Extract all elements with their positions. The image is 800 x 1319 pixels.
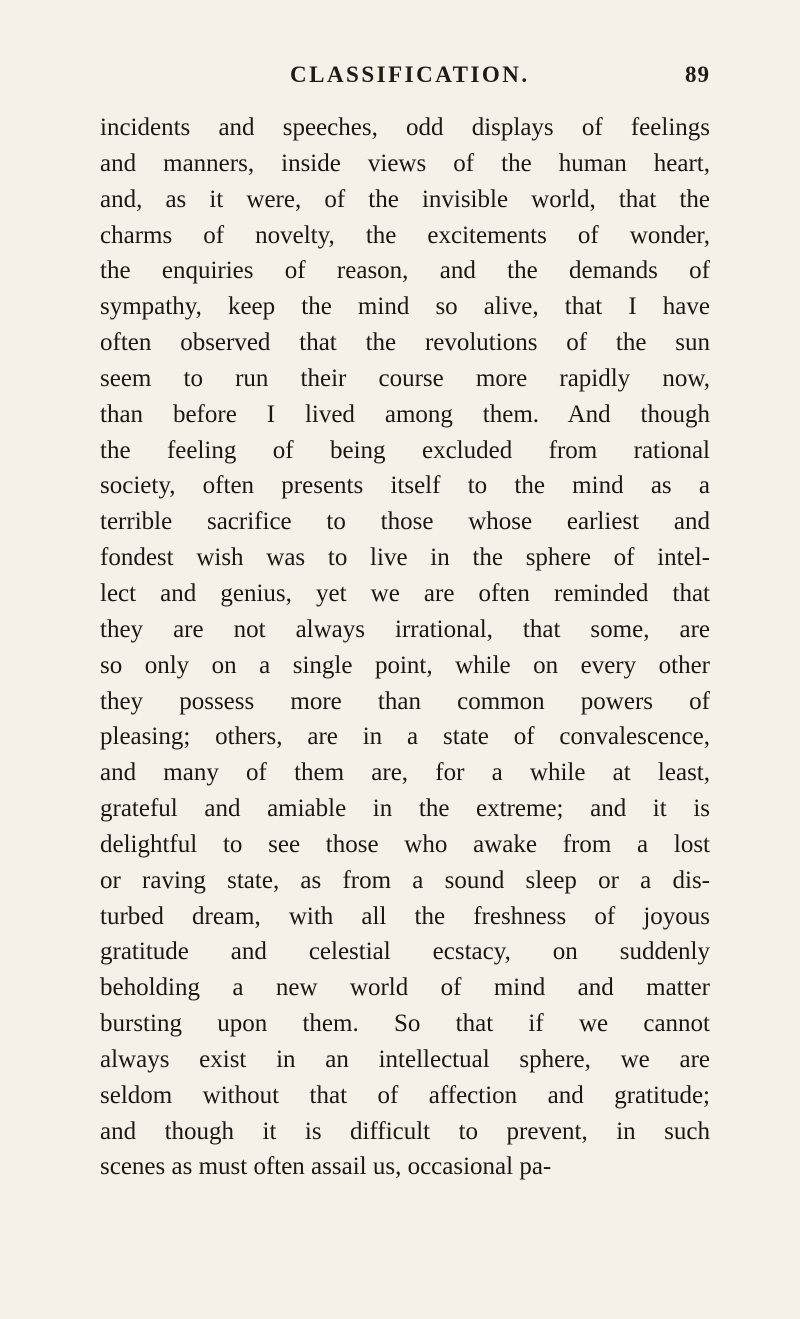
body-text	[100, 110, 710, 1185]
text-line: seldom without that of affection and gratitude;	[100, 1081, 710, 1109]
text-line: beholding a new world of mind and matter	[100, 974, 710, 1002]
text-line: seem to run their course more rapidly now,	[100, 364, 710, 392]
text-line: scenes as must often assail us, occasional pa-	[100, 1153, 552, 1181]
page-number: 89	[685, 62, 710, 87]
text-line: than before I lived among them. And though	[100, 400, 710, 428]
text-line: lect and genius, yet we are often reminded that	[100, 579, 710, 607]
text-line: bursting upon them. So that if we cannot	[100, 1010, 710, 1038]
text-line: sympathy, keep the mind so alive, that I have	[100, 293, 710, 321]
text-line: pleasing; others, are in a state of convalescence,	[100, 723, 710, 751]
text-line: incidents and speeches, odd displays of feelings	[100, 114, 710, 141]
text-line: society, often presents itself to the mind as a	[100, 472, 710, 500]
text-line: fondest wish was to live in the sphere of intel-	[100, 544, 710, 572]
text-line: they possess more than common powers of	[100, 687, 710, 715]
text-line: and manners, inside views of the human heart,	[100, 149, 710, 177]
text-line: the feeling of being excluded from rational	[100, 436, 710, 464]
text-line: and many of them are, for a while at least,	[100, 759, 710, 787]
text-line: so only on a single point, while on every other	[100, 651, 710, 679]
text-line: gratitude and celestial ecstacy, on suddenly	[100, 938, 710, 966]
text-line: turbed dream, with all the freshness of joyous	[100, 902, 710, 930]
text-line: charms of novelty, the excitements of wonder,	[100, 221, 710, 249]
text-line: always exist in an intellectual sphere, we are	[100, 1045, 710, 1073]
text-line: or raving state, as from a sound sleep or a dis-	[100, 866, 710, 894]
text-line: terrible sacrifice to those whose earliest and	[100, 508, 710, 536]
text-line: often observed that the revolutions of the sun	[100, 329, 710, 357]
text-line: grateful and amiable in the extreme; and it is	[100, 795, 710, 823]
text-line: the enquiries of reason, and the demands of	[100, 257, 710, 285]
running-head	[100, 62, 710, 94]
text-line: delightful to see those who awake from a lost	[100, 830, 710, 858]
running-title: CLASSIFICATION.	[290, 62, 530, 87]
text-line: they are not always irrational, that some, are	[100, 615, 710, 643]
text-line: and, as it were, of the invisible world, that the	[100, 185, 710, 213]
text-line: and though it is difficult to prevent, in such	[100, 1117, 710, 1145]
